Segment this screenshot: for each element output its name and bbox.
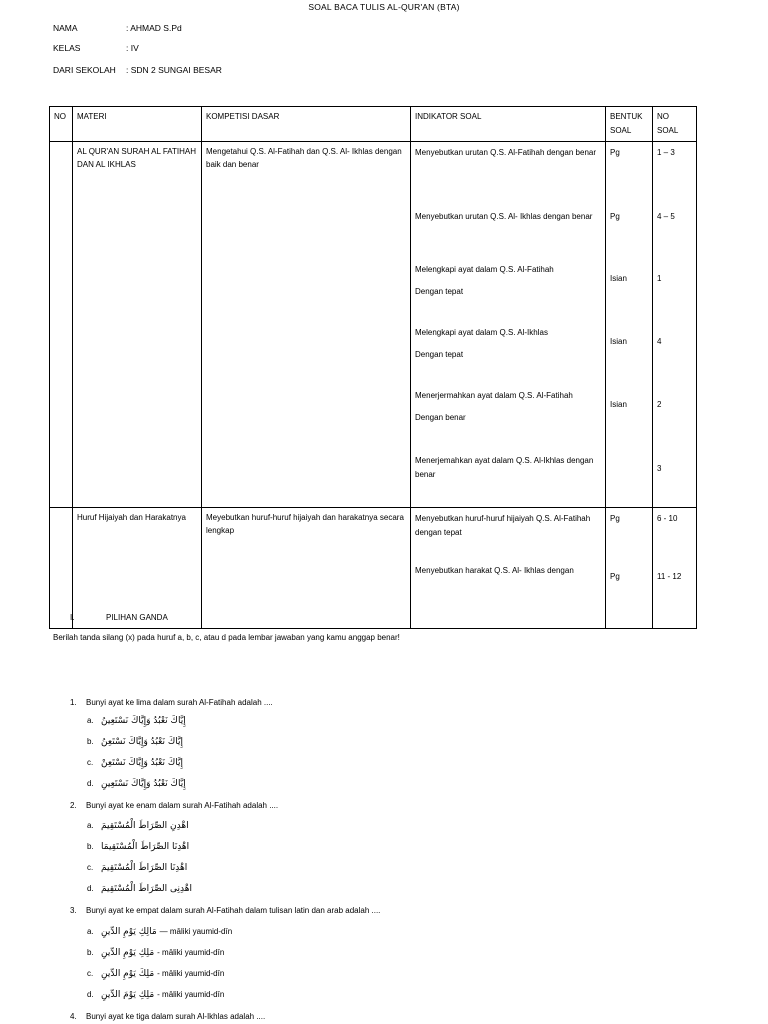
option-1a: a. إِيَّاكَ نَعْبُدُ وَإِيَّاكَ نَسْتَعِينُ (87, 716, 186, 726)
question-text: Bunyi ayat ke enam dalam surah Al-Fatihah adalah .... (86, 801, 279, 810)
header-no: NO (50, 107, 73, 142)
header-kompetensi: KOMPETISI DASAR (202, 107, 411, 142)
question-text: Bunyi ayat ke empat dalam surah Al-Fatihah dalam tulisan latin dan arab adalah .... (86, 906, 381, 915)
indikator-text: Dengan tepat (415, 350, 464, 359)
table-row (50, 508, 697, 629)
question-2 (70, 801, 278, 810)
cell-bentuk (606, 508, 653, 629)
info-value: : SDN 2 SUNGAI BESAR (126, 65, 222, 75)
nosoal-text: 3 (657, 464, 662, 473)
option-3d: d. مَلِكِ يَوْمَ الدِّينِ - māliki yaumid-dīn (87, 990, 225, 1000)
option-3c: c. مَلِكَ يَوْمِ الدِّينِ - māliki yaumid-dīn (87, 969, 225, 979)
info-label: NAMA (53, 23, 78, 33)
indikator-text: Menyebutkan harakat Q.S. Al- Ikhlas dengan (415, 566, 574, 575)
bentuk-text: Pg (610, 572, 620, 581)
question-number: 3. (70, 906, 77, 915)
indikator-text: Menyebutkan urutan Q.S. Al- Ikhlas dengan benar (415, 212, 593, 221)
option-3b: b. مَلِكِ يَوْمِ الدِّينِ - māliki yaumid-dīn (87, 948, 225, 958)
nosoal-text: 1 (657, 274, 662, 283)
indikator-text: Menerjemahkan ayat dalam Q.S. Al-Ikhlas dengan benar (415, 456, 594, 479)
option-1b: b. إِيَّاكَ نَعْبُدُ وَإِيَّاكَ نَسْتَعِنُ (87, 737, 183, 747)
option-1d: d. إِيَّاكَ نَعْبُدُ وَإِيَّاكَ نَسْتَعِينِ (87, 779, 186, 789)
question-number: 1. (70, 698, 77, 707)
question-3 (70, 906, 380, 915)
table-header-row (50, 107, 697, 142)
question-1 (70, 698, 273, 707)
cell-nosoal (653, 508, 697, 629)
bentuk-text: Isian (610, 274, 627, 283)
nosoal-text: 2 (657, 400, 662, 409)
cell-indikator (411, 142, 606, 508)
cell-kompetensi: Mengetahui Q.S. Al-Fatihah dan Q.S. Al- Ikhlas dengan baik dan benar (202, 142, 411, 508)
info-nama (53, 23, 182, 33)
cell-indikator (411, 508, 606, 629)
bentuk-text: Isian (610, 400, 627, 409)
section-number: I. (70, 613, 75, 622)
nosoal-text: 6 - 10 (657, 514, 678, 523)
question-text: Bunyi ayat ke tiga dalam surah Al-Ikhlas adalah .... (86, 1012, 266, 1021)
info-value: : AHMAD S.Pd (126, 23, 182, 33)
section-heading (70, 613, 168, 622)
header-bentuk: BENTUK SOAL (606, 107, 653, 142)
cell-no (50, 508, 73, 629)
nosoal-text: 11 - 12 (657, 572, 682, 581)
option-1c: c. إِيَّاكَ نَعْبُدُ وَإِيَّاكَ نَسْتَعِنْ (87, 758, 183, 768)
option-2a: a. اهْدِنِ الصِّرَاطَ الْمُسْتَقِيمَ (87, 821, 189, 831)
section-title: PILIHAN GANDA (106, 613, 168, 622)
info-label: DARI SEKOLAH (53, 65, 116, 75)
indikator-text: Melengkapi ayat dalam Q.S. Al-Fatihah (415, 265, 554, 274)
indikator-text: Melengkapi ayat dalam Q.S. Al-Ikhlas (415, 328, 548, 337)
question-number: 2. (70, 801, 77, 810)
nosoal-text: 1 – 3 (657, 148, 675, 157)
indikator-text: Dengan tepat (415, 287, 464, 296)
option-2b: b. اهْدِنَا الصِّرَاطَ الْمُسْتَقِيمَا (87, 842, 190, 852)
question-4 (70, 1012, 265, 1021)
cell-no (50, 142, 73, 508)
option-2c: c. اهْدِنَا الصِّرَاطَ الْمُسْتَقِيمَ (87, 863, 188, 873)
bentuk-text: Pg (610, 212, 620, 221)
nosoal-text: 4 – 5 (657, 212, 675, 221)
kisi-kisi-table (49, 106, 696, 581)
page-title: SOAL BACA TULIS AL-QUR'AN (BTA) (308, 2, 460, 12)
info-sekolah (53, 65, 222, 75)
instruction-text: Berilah tanda silang (x) pada huruf a, b, c, atau d pada lembar jawaban yang kamu anggap benar! (53, 633, 400, 642)
option-3a: a. مَالِكِ يَوْمِ الدِّينِ — māliki yaumid-dīn (87, 927, 233, 937)
option-2d: d. اهْدِنِى الصِّرَاطَ الْمُسْتَقِيمَ (87, 884, 192, 894)
bentuk-text: Isian (610, 337, 627, 346)
indikator-text: Dengan benar (415, 413, 466, 422)
indikator-text: Menyebutkan urutan Q.S. Al-Fatihah dengan benar (415, 148, 597, 157)
question-text: Bunyi ayat ke lima dalam surah Al-Fatihah adalah .... (86, 698, 273, 707)
cell-bentuk (606, 142, 653, 508)
bentuk-text: Pg (610, 514, 620, 523)
info-value: : IV (126, 43, 139, 53)
indikator-text: Menyebutkan huruf-huruf hijaiyah Q.S. Al-Fatihah dengan tepat (415, 514, 591, 537)
info-label: KELAS (53, 43, 81, 53)
header-indikator: INDIKATOR SOAL (411, 107, 606, 142)
header-nosoal: NO SOAL (653, 107, 697, 142)
nosoal-text: 4 (657, 337, 662, 346)
cell-nosoal (653, 142, 697, 508)
info-kelas (53, 43, 139, 53)
indikator-text: Menerjermahkan ayat dalam Q.S. Al-Fatihah (415, 391, 573, 400)
cell-materi: Huruf Hijaiyah dan Harakatnya (73, 508, 202, 629)
bentuk-text: Pg (610, 148, 620, 157)
cell-materi: AL QUR'AN SURAH AL FATIHAH DAN AL IKHLAS (73, 142, 202, 508)
question-number: 4. (70, 1012, 77, 1021)
table-row (50, 142, 697, 508)
header-materi: MATERI (73, 107, 202, 142)
cell-kompetensi: Meyebutkan huruf-huruf hijaiyah dan harakatnya secara lengkap (202, 508, 411, 629)
